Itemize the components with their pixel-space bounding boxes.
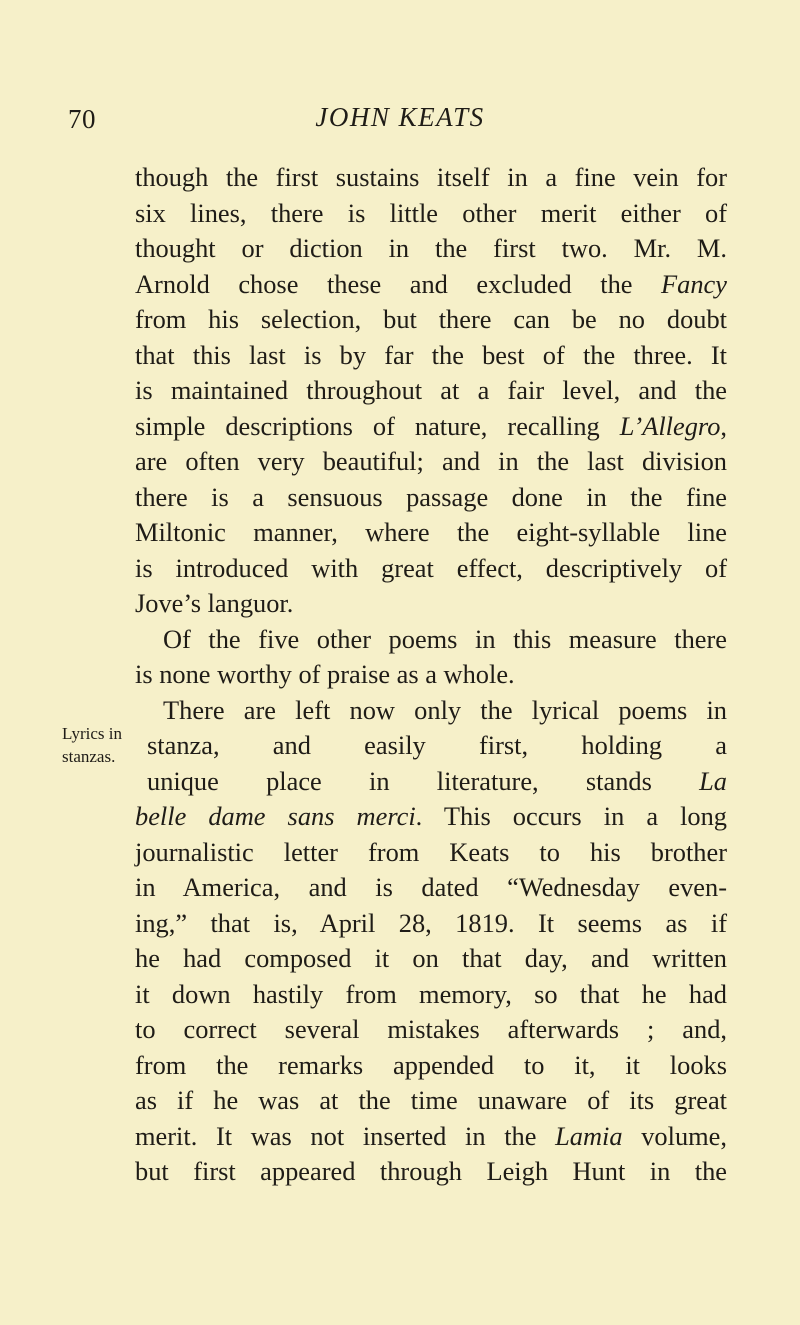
italic-text: belle dame sans merci (135, 801, 416, 831)
italic-text: La (699, 765, 727, 796)
text-run: to correct several mistakes afterwards ; and, (135, 1014, 727, 1044)
text-run: six lines, there is little other merit either of (135, 197, 727, 228)
running-title: JOHN KEATS (315, 102, 485, 132)
text-run: from the remarks appended to it, it looks (135, 1049, 727, 1080)
text-run: simple descriptions of nature, recalling (135, 410, 620, 441)
text-run: volume, (622, 1120, 727, 1151)
text-run: Jove’s languor. (135, 588, 294, 618)
text-run: but first appeared through Leigh Hunt in the (135, 1156, 727, 1186)
text-run: from his selection, but there can be no doubt (135, 304, 727, 334)
text-run: are often very beautiful; and in the last division (135, 446, 727, 476)
text-line (135, 231, 727, 267)
italic-text: Lamia (555, 1120, 623, 1151)
text-line (135, 1012, 727, 1048)
text-line (135, 515, 727, 551)
text-run: journalistic letter from Keats to his brother (135, 836, 727, 867)
text-line (135, 586, 727, 622)
text-run: thought or diction in the first two. Mr. M. (135, 233, 727, 263)
text-line (135, 1154, 727, 1190)
text-run: , (720, 410, 727, 441)
text-line (135, 551, 727, 587)
text-run: . This occurs in a long (415, 801, 728, 831)
text-line (135, 1119, 727, 1155)
page-number: 70 (68, 104, 96, 134)
text-line (135, 160, 727, 196)
text-line (135, 196, 727, 232)
text-run: is none worthy of praise as a whole. (135, 659, 515, 689)
text-run: there is a sensuous passage done in the fine (135, 481, 727, 512)
text-line (135, 444, 727, 480)
text-line (135, 1083, 727, 1119)
text-line (135, 338, 727, 374)
text-line (135, 657, 727, 693)
text-run: is maintained throughout at a fair level, and the (135, 375, 727, 405)
text-run: in America, and is dated “Wednesday even- (135, 872, 727, 902)
text-run: Miltonic manner, where the eight-syllable line (135, 517, 727, 547)
text-run: as if he was at the time unaware of its great (135, 1085, 727, 1115)
text-run: though the first sustains itself in a fine vein for (135, 162, 727, 192)
text-run: Arnold chose these and excluded the (135, 268, 662, 299)
italic-text: L’Allegro (619, 410, 721, 441)
text-line (147, 764, 727, 800)
text-line (135, 693, 727, 729)
text-run: it down hastily from memory, so that he had (135, 978, 727, 1009)
text-line (135, 373, 727, 409)
text-line (135, 870, 727, 906)
text-run: he had composed it on that day, and written (135, 943, 727, 973)
body-text (135, 160, 727, 1190)
marginal-note (62, 722, 122, 768)
marginal-note-line: Lyrics in (62, 724, 122, 743)
text-line (135, 267, 727, 303)
marginal-note-line: stanzas. (62, 747, 116, 766)
text-line (135, 409, 727, 445)
text-run: merit. It was not inserted in the (135, 1120, 556, 1151)
text-line (135, 977, 727, 1013)
text-run: ing,” that is, April 28, 1819. It seems as if (135, 907, 727, 938)
text-line (135, 835, 727, 871)
text-line (147, 728, 727, 764)
text-line (135, 480, 727, 516)
text-line (135, 906, 727, 942)
text-run: is introduced with great effect, descriptively of (135, 552, 727, 583)
text-line (135, 941, 727, 977)
text-run: Of the five other poems in this measure there (163, 623, 727, 654)
running-head (0, 100, 800, 140)
text-run: stanza, and easily first, holding a (147, 730, 727, 760)
text-run: There are left now only the lyrical poems in (163, 694, 727, 725)
text-line (135, 1048, 727, 1084)
text-line (135, 302, 727, 338)
text-line (135, 799, 727, 835)
text-run: unique place in literature, stands (147, 765, 700, 796)
italic-text: Fancy (661, 268, 727, 299)
text-line (135, 622, 727, 658)
text-run: that this last is by far the best of the three. It (135, 339, 727, 370)
